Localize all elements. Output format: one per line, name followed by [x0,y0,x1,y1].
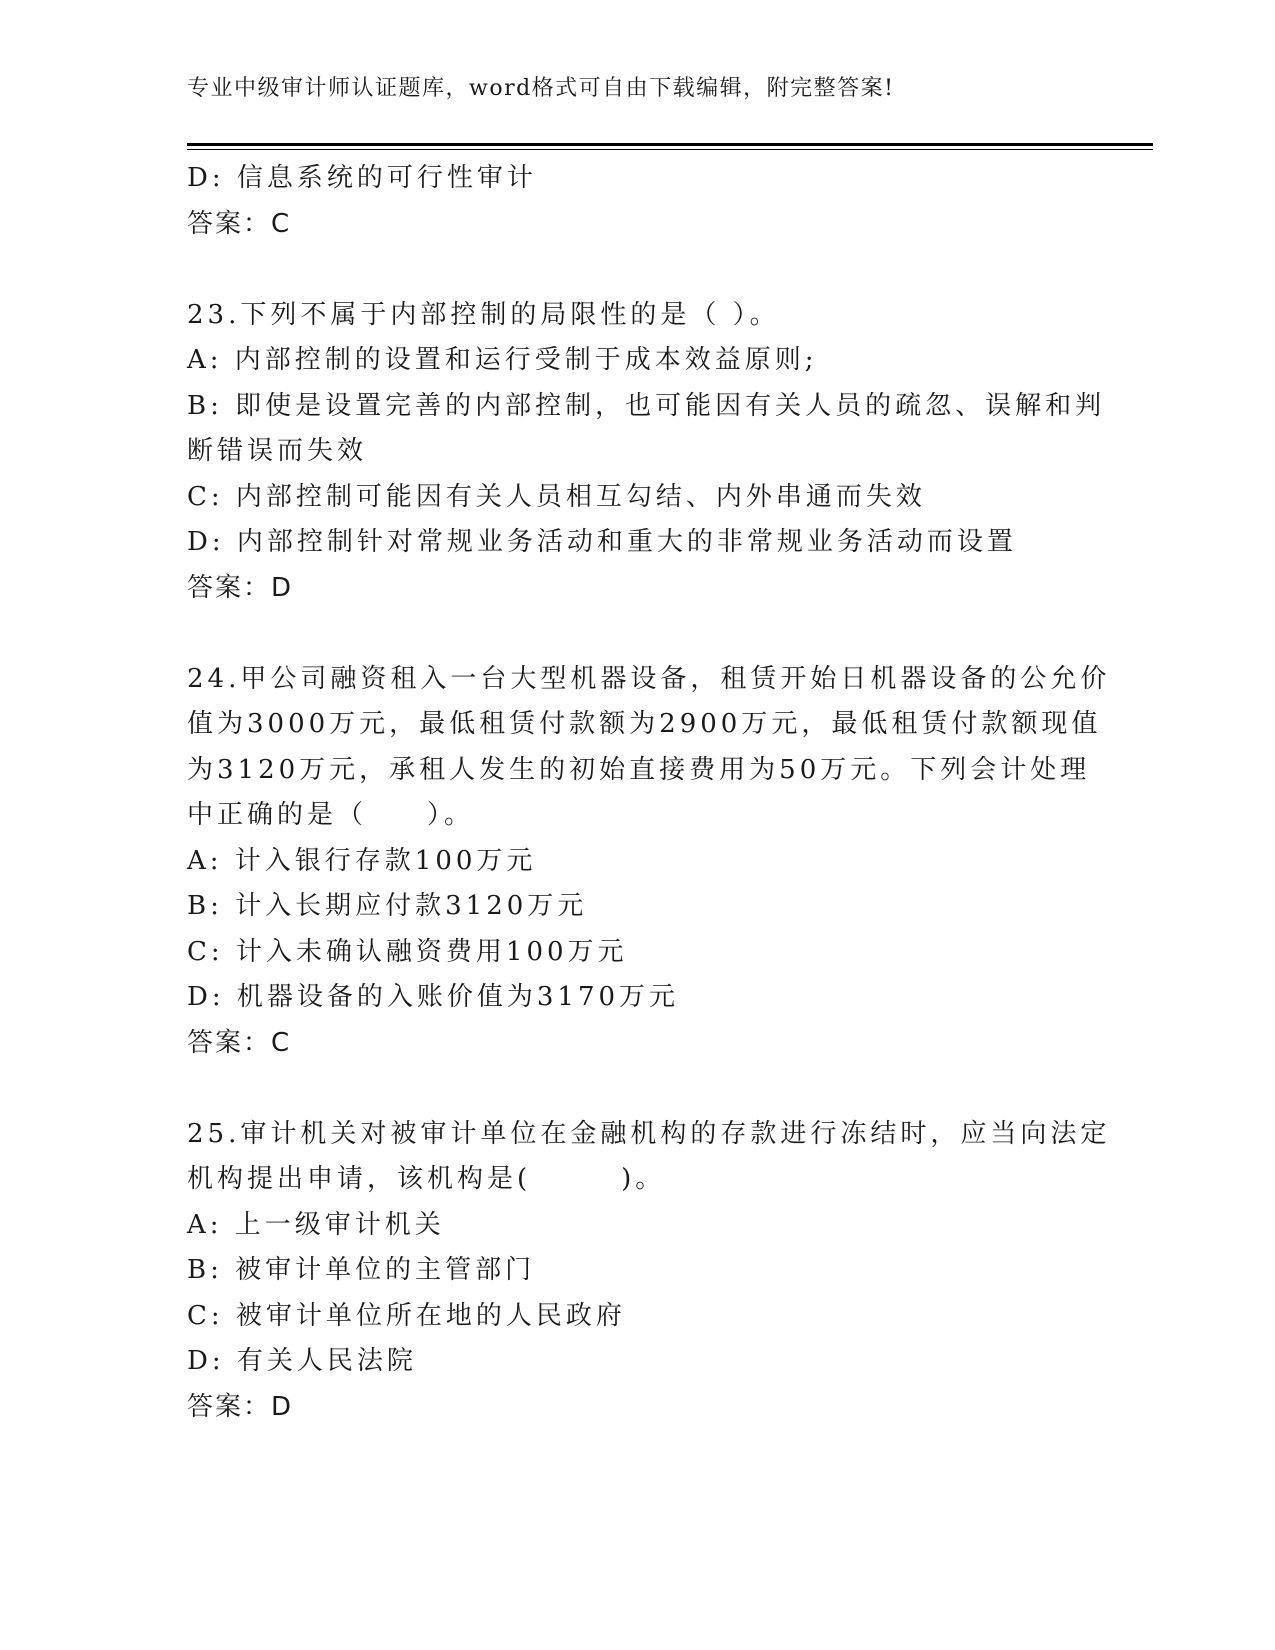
question-stem: 机构提出申请，该机构是( )。 [187,1164,666,1194]
option-d: D: 有关人民法院 [187,1346,417,1376]
question-24 [187,657,1111,1067]
option-b-continued: 断错误而失效 [187,436,368,466]
option-b: B: 即使是设置完善的内部控制，也可能因有关人员的疏忽、误解和判 [187,390,1106,421]
question-stem: 25.审计机关对被审计单位在金融机构的存款进行冻结时，应当向法定 [187,1118,1111,1149]
header-rule-thin [187,149,1153,150]
answer: 答案：D [187,1391,294,1422]
question-stem: 中正确的是（ ）。 [187,800,475,830]
option-a: A: 内部控制的设置和运行受制于成本效益原则; [187,345,818,375]
spacer [187,1066,1087,1112]
spacer [187,611,1087,657]
option-b: B: 计入长期应付款3120万元 [187,891,588,921]
option-c: C: 计入未确认融资费用100万元 [187,936,628,967]
document-body [187,156,1111,1430]
spacer [187,247,1087,293]
prev-answer: 答案：C [187,208,292,239]
question-stem: 23.下列不属于内部控制的局限性的是（ ）。 [187,299,780,330]
answer: 答案：D [187,572,294,603]
prev-option-d: D: 信息系统的可行性审计 [187,163,537,193]
question-25 [187,1112,1111,1431]
answer: 答案：C [187,1027,292,1058]
option-d: D: 内部控制针对常规业务活动和重大的非常规业务活动而设置 [187,527,1017,557]
question-stem: 为3120万元，承租人发生的初始直接费用为50万元。下列会计处理 [187,754,1091,785]
option-d: D: 机器设备的入账价值为3170万元 [187,982,680,1012]
option-a: A: 上一级审计机关 [187,1209,445,1240]
question-stem: 值为3000万元，最低租赁付款额为2900万元，最低租赁付款额现值 [187,709,1102,739]
option-b: B: 被审计单位的主管部门 [187,1255,536,1285]
header-rule-thick [187,143,1153,146]
option-c: C: 被审计单位所在地的人民政府 [187,1300,626,1331]
question-stem: 24.甲公司融资租入一台大型机器设备，租赁开始日机器设备的公允价 [187,663,1111,694]
option-a: A: 计入银行存款100万元 [187,845,537,876]
question-23 [187,293,1106,612]
page-header: 专业中级审计师认证题库，word格式可自由下载编辑，附完整答案! [187,76,895,101]
option-c: C: 内部控制可能因有关人员相互勾结、内外串通而失效 [187,481,926,512]
